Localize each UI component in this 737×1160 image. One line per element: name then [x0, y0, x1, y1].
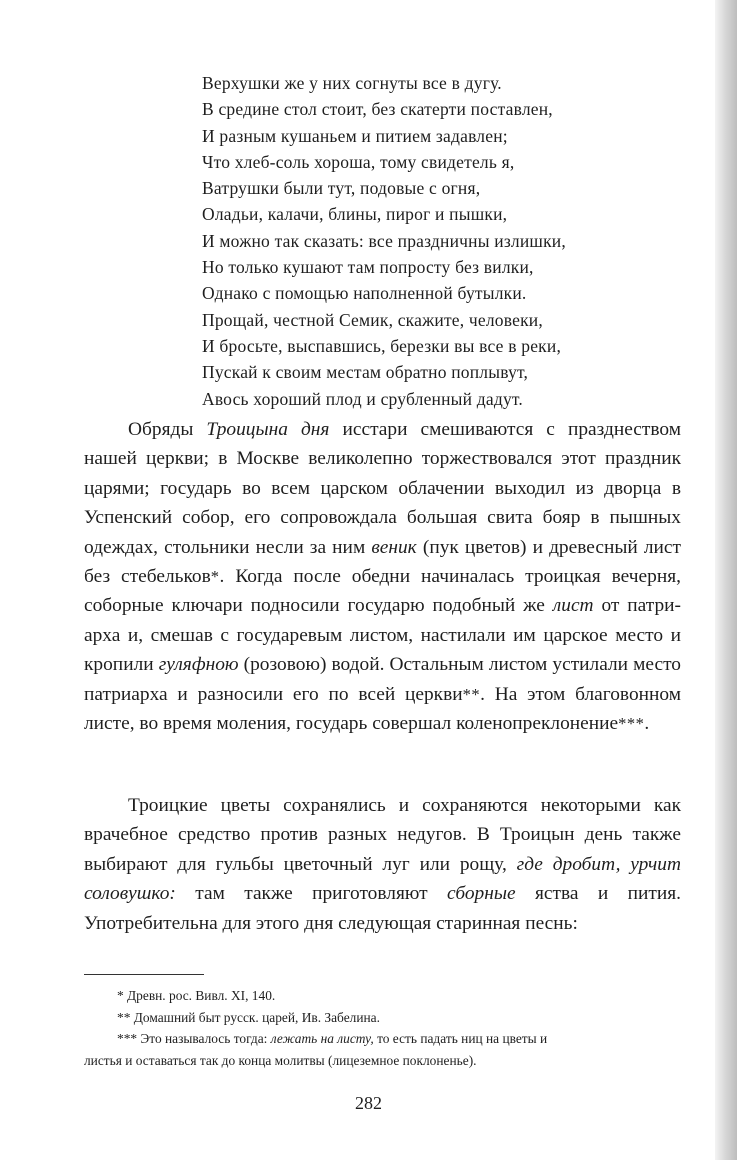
- poem-line: И можно так сказать: все праздничны излишки,: [202, 230, 566, 251]
- text-run: (пук цветов) и древесный лист без стебельков: [84, 536, 681, 588]
- italic-term: Троицына дня: [206, 419, 330, 440]
- scan-page-edge: [715, 0, 737, 1160]
- poem-line: И бросьте, выспавшись, березки вы все в реки,: [202, 335, 562, 356]
- footnote-3: [84, 1028, 681, 1050]
- italic-term: веник: [371, 536, 417, 558]
- italic-term: лист: [552, 595, 594, 617]
- poem-line: Однако с помощью наполненной бутылки.: [202, 283, 527, 304]
- text-run: . Когда после обедни начиналась троицкая вечерня, соборные ключари подносили государю подобный же: [84, 566, 682, 617]
- poem-line: В средине стол стоит, без скатерти поставлен,: [202, 99, 553, 120]
- italic-term: сборные: [446, 883, 516, 905]
- poem-line: Что хлеб-соль хороша, тому свидетель я,: [202, 151, 515, 172]
- text-run: от патриарха и, смешав с государевым листом, настилали им царское место и кропили: [84, 595, 682, 676]
- poem-line: Авось хороший плод и срубленный дадут.: [202, 388, 524, 409]
- text-run: Троицкие цветы сохранялись и сохраняются некоторыми как врачебное средство против разных недугов. В Троицын день также выбирают для гульбы цветочный луг или рощу,: [84, 795, 681, 875]
- paragraph-trinity-flowers: [84, 791, 681, 938]
- page-number: 282: [355, 1093, 382, 1113]
- text-run: Обряды: [128, 419, 207, 440]
- text-run: исстари смешиваются с празднеством нашей церкви; в Москве великолепно торжествовался этот праздник царями; государь во всем царском облачении выходил из дворца в Успенский собор, его сопровождала большая свита бояр в пышных одеждах, стольники несли за ним: [84, 419, 681, 558]
- text-run: яства и пития. Употребительна для этого дня следующая старинная песнь:: [84, 883, 681, 934]
- italic-term: гуляфною: [158, 654, 239, 676]
- footnote-text: то есть падать ниц на цветы и: [373, 1031, 548, 1046]
- text-run: там также приготовляют: [175, 883, 447, 905]
- footnote-3-continued: листья и оставаться так до конца молитвы (лицеземное поклоненье).: [84, 1052, 477, 1068]
- footnote-marker: ***: [618, 714, 645, 734]
- poem-line: Прощай, честной Семик, скажите, человеки,: [202, 309, 543, 330]
- footnote-2: ** Домашний быт русск. царей, Ив. Забелина.: [117, 1009, 380, 1025]
- poem-line: И разным кушаньем и питием задавлен;: [202, 125, 508, 146]
- text-run: . На этом благовонном листе, во время моления, государь совершал коленопреклонение: [84, 683, 681, 735]
- text-run: (розовою) водой. Остальным листом устилали место патриарха и разносили его по всей церкви: [84, 654, 682, 705]
- text-run: .: [644, 713, 650, 735]
- footnote-marker: *: [210, 567, 220, 587]
- poem-block: [202, 70, 566, 412]
- italic-phrase: где дробит, урчит соловушко:: [84, 853, 682, 905]
- poem-line: Но только кушают там попросту без вилки,: [202, 257, 534, 278]
- footnote-1: * Древн. рос. Вивл. XI, 140.: [117, 988, 276, 1003]
- poem-line: Ватрушки были тут, подовые с огня,: [202, 178, 481, 199]
- footnote-text: *** Это называлось тогда:: [117, 1031, 271, 1046]
- poem-line: Верхушки же у них согнуты все в дугу.: [202, 73, 502, 93]
- footnotes: [84, 985, 681, 1071]
- footnote-italic: лежать на листу,: [270, 1031, 374, 1046]
- footnote-separator: [84, 974, 204, 975]
- poem-line: Оладьи, калачи, блины, пирог и пышки,: [202, 204, 508, 225]
- footnote-marker: **: [462, 684, 481, 704]
- paragraph-trinity-rites: [84, 415, 681, 738]
- poem-line: Пускай к своим местам обратно поплывут,: [202, 362, 529, 383]
